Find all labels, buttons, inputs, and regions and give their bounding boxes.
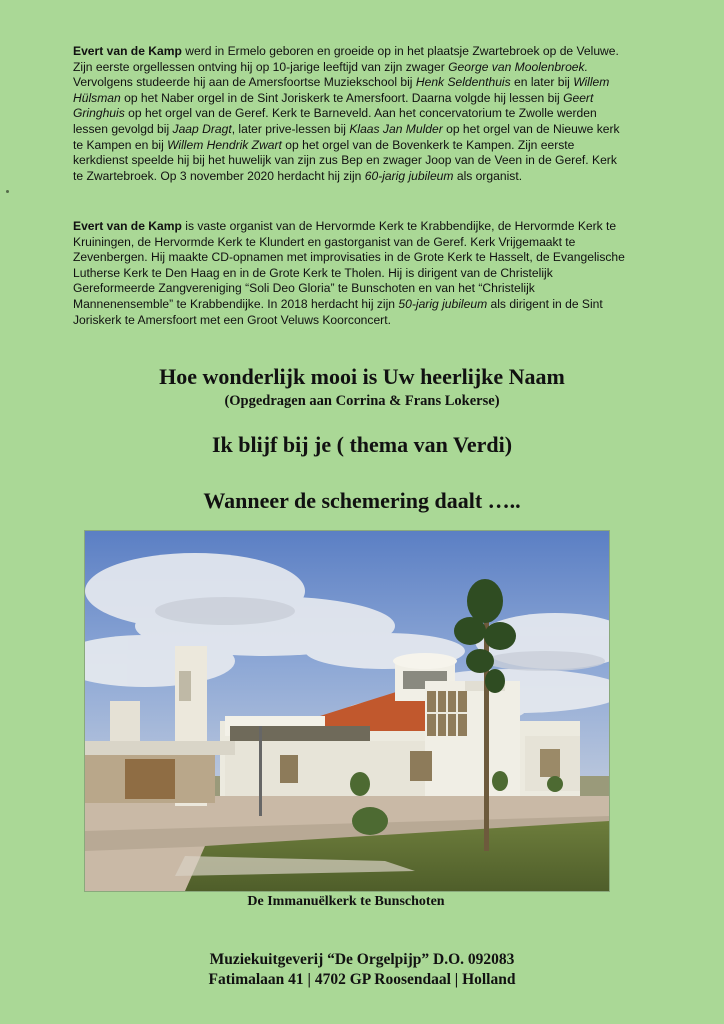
organist-name: Evert van de Kamp [73,219,182,233]
organist-name: Evert van de Kamp [73,44,182,58]
bio-text: werd in Ermelo geboren en groeide op in het plaatsje Zwartebroek op de Veluwe. Zijn eerste orgellessen ontving hij op 10-jarige leeftijd van zijn zwager [73,44,619,74]
bio-text: op het orgel van de Geref. Kerk te Barneveld. Aan het concervatorium te Zwolle werden lessen gevolgd bij [73,106,597,136]
composition-title-3: Wanneer de schemering daalt ….. [203,488,521,513]
composition-dedication: (Opgedragen aan Corrina & Frans Lokerse) [224,393,500,409]
scan-speck [6,190,9,193]
church-photo [84,530,610,892]
biography-paragraph-1 [73,44,628,184]
composition-title-1: Hoe wonderlijk mooi is Uw heerlijke Naam [159,364,565,389]
bio-text: , later prive-lessen bij [231,121,350,136]
teacher-name: Henk Seldenthuis [415,75,511,90]
bio-text: op het Naber orgel in de Sint Joriskerk te Amersfoort. Daarna volgde hij lessen bij [120,90,564,105]
bio-text: als organist. [453,168,523,183]
publisher-name: Muziekuitgeverij “De Orgelpijp” D.O. 092083 [209,951,515,968]
teacher-name: Willem Hülsman [73,75,610,105]
publisher-address: Fatimalaan 41 | 4702 GP Roosendaal | Holland [208,971,516,988]
teacher-name: Jaap Dragt [172,121,232,136]
bio-text: en later bij [510,75,574,90]
bio-text: Vervolgens studeerde hij aan de Amersfoortse Muziekschool bij [73,75,416,90]
composition-title-2: Ik blijf bij je ( thema van Verdi) [211,432,513,457]
bio-text: is vaste organist van de Hervormde Kerk te Krabbendijke, de Hervormde Kerk te Kruiningen, de Hervormde Kerk te Klundert en gastorganist van de Geref. Kerk Vrijgemaakt te Zevenbergen. Hij maakte CD-opnamen met improvisaties in de Grote Kerk te Hasselt, de Evangelische Lutherse Kerk te Den Haag en in de Grote Kerk te Tholen. Hij is dirigent van de Christelijk Gereformeerde Zangvereniging “Soli Deo Gloria” te Bunschoten en van het “Christelijk Mannenensemble” te Krabbendijke. In 2018 herdacht hij zijn [73,219,625,311]
jubilee-text: 60-jarig jubileum [364,168,454,183]
teacher-name: Willem Hendrik Zwart [167,137,282,152]
teacher-name: Geert Gringhuis [73,90,594,121]
bio-text: op het orgel van de Nieuwe kerk te Kampen en bij [73,121,620,152]
jubilee-text: 50-jarig jubileum [398,296,488,311]
photo-caption: De Immanuëlkerk te Bunschoten [247,894,445,909]
biography-paragraph-2 [73,219,628,328]
teacher-name: George van Moolenbroek. [448,59,588,74]
bio-text: op het orgel van de Bovenkerk te Kampen. Zijn eerste kerkdienst speelde hij bij het huwelijk van zijn zus Bep en zwager Joop van de Veen in de Geref. Kerk te Zwartebroek. Op 3 november 2020 herdacht hij zijn [73,137,617,183]
teacher-name: Klaas Jan Mulder [349,121,443,136]
bio-text: als dirigent in de Sint Joriskerk te Amersfoort met een Groot Veluws Koorconcert. [73,296,603,327]
